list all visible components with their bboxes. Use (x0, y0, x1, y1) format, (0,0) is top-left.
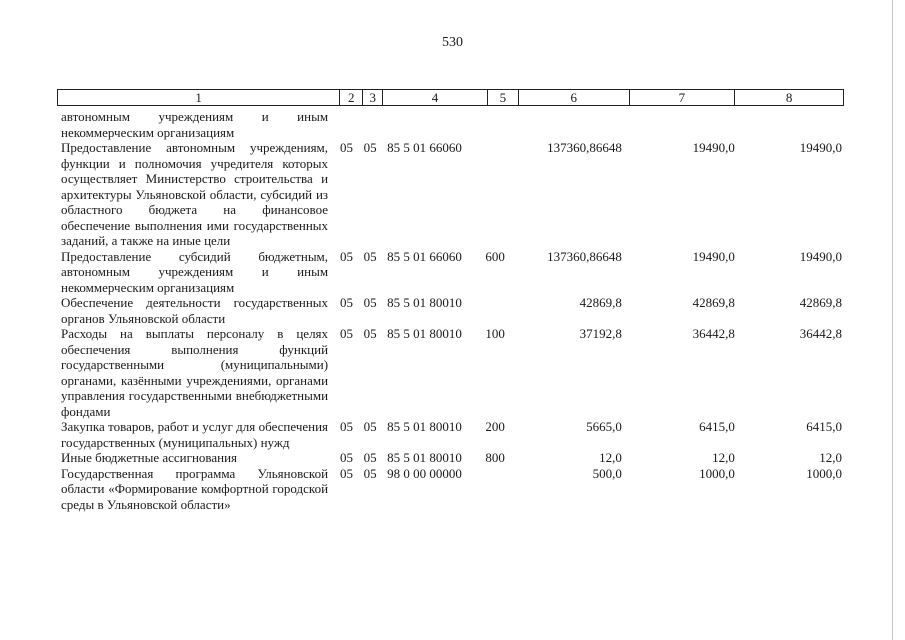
row-target-code: 98 0 00 00000 (387, 465, 462, 481)
row-section: 05 (340, 140, 354, 155)
table-row (61, 326, 844, 419)
row-description: Расходы на выплаты персоналу в целях обеспечения выполнения функций государственными (муниципальными) органами, казёнными учреждениями, органами управления государственными внебюджетными фондами (61, 326, 329, 419)
row-subsection: 05 (363, 465, 377, 481)
row-amount-col7: 19490,0 (692, 248, 735, 264)
row-amount-col6: 500,0 (592, 465, 622, 481)
table-body (61, 109, 844, 512)
row-expense-type: 200 (485, 419, 505, 434)
row-amount-col7: 12,0 (712, 450, 735, 465)
row-amount-col8: 19490,0 (799, 248, 842, 264)
row-description: Обеспечение деятельности государственных органов Ульяновской области (61, 295, 329, 326)
header-col-8: 8 (785, 90, 793, 105)
row-target-code: 85 5 01 80010 (387, 450, 462, 465)
row-section: 05 (340, 465, 354, 481)
row-target-code: 85 5 01 80010 (387, 295, 462, 310)
header-col-4: 4 (383, 90, 488, 105)
table-row (61, 466, 844, 513)
row-section: 05 (340, 450, 354, 465)
row-subsection: 05 (363, 419, 377, 434)
table-row (61, 419, 844, 450)
table-row (61, 450, 844, 466)
page-number: 530 (442, 35, 463, 50)
row-amount-col6 (515, 109, 631, 140)
row-section: 05 (340, 295, 354, 310)
row-subsection: 05 (363, 326, 377, 341)
header-col-7: 7 (630, 90, 736, 105)
row-section: 05 (340, 326, 354, 341)
row-amount-col6: 12,0 (599, 450, 622, 465)
row-section (336, 109, 364, 140)
table-row (61, 295, 844, 326)
row-amount-col6: 137360,86648 (547, 248, 622, 264)
row-amount-col6: 137360,86648 (547, 140, 622, 155)
row-subsection: 05 (363, 140, 377, 155)
page-edge-line (892, 0, 893, 640)
row-expense-type (485, 140, 514, 249)
row-amount-col7: 6415,0 (699, 419, 735, 434)
header-col-2: 2 (340, 90, 363, 105)
row-subsection: 05 (363, 295, 377, 310)
row-subsection: 05 (363, 450, 377, 465)
row-amount-col8: 1000,0 (806, 465, 842, 481)
row-section: 05 (340, 248, 354, 264)
table-row (61, 249, 844, 296)
row-description: Закупка товаров, работ и услуг для обеспечения государственных (муниципальных) нужд (61, 419, 329, 450)
row-amount-col6: 5665,0 (586, 419, 622, 434)
table-row (61, 140, 844, 249)
row-description: Государственная программа Ульяновской области «Формирование комфортной городской среды в Ульяновской области» (61, 465, 329, 512)
row-amount-col8 (740, 109, 844, 140)
row-expense-type (485, 295, 514, 326)
row-amount-col7: 36442,8 (692, 326, 735, 341)
row-amount-col6: 37192,8 (579, 326, 622, 341)
row-expense-type: 100 (485, 326, 505, 341)
row-target-code (387, 109, 485, 140)
row-target-code: 85 5 01 80010 (387, 326, 462, 341)
header-col-6: 6 (519, 90, 630, 105)
row-amount-col7: 42869,8 (692, 295, 735, 310)
row-target-code: 85 5 01 66060 (387, 248, 462, 264)
header-col-3: 3 (363, 90, 383, 105)
row-amount-col8: 19490,0 (799, 140, 842, 155)
header-col-5: 5 (488, 90, 519, 105)
row-subsection (364, 109, 388, 140)
table-header (57, 89, 844, 106)
row-amount-col8: 6415,0 (806, 419, 842, 434)
row-expense-type: 800 (485, 450, 505, 465)
table-row (61, 109, 844, 140)
row-amount-col7 (631, 109, 740, 140)
row-section: 05 (340, 419, 354, 434)
row-description: Предоставление автономным учреждениям, функции и полномочия учредителя которых осуществляет Министерство строительства и архитектуры Ульяновской области, субсидий из областного бюджета на финансовое обеспечение выполнения ими государственных заданий, а также на иные цели (61, 140, 329, 248)
row-amount-col7: 1000,0 (699, 465, 735, 481)
row-amount-col6: 42869,8 (579, 295, 622, 310)
row-amount-col8: 12,0 (819, 450, 842, 465)
header-col-1: 1 (58, 90, 340, 105)
row-amount-col8: 36442,8 (799, 326, 842, 341)
row-amount-col8: 42869,8 (799, 295, 842, 310)
row-amount-col7: 19490,0 (692, 140, 735, 155)
row-target-code: 85 5 01 66060 (387, 140, 462, 155)
row-expense-type (485, 466, 514, 513)
row-expense-type: 600 (485, 248, 505, 264)
row-target-code: 85 5 01 80010 (387, 419, 462, 434)
row-description: Иные бюджетные ассигнования (61, 450, 238, 465)
row-description: автономным учреждениям и иным некоммерческим организациям (61, 109, 329, 140)
row-description: Предоставление субсидий бюджетным, автономным учреждениям и иным некоммерческим организациям (61, 248, 329, 295)
row-subsection: 05 (363, 248, 377, 264)
row-expense-type (485, 109, 514, 140)
